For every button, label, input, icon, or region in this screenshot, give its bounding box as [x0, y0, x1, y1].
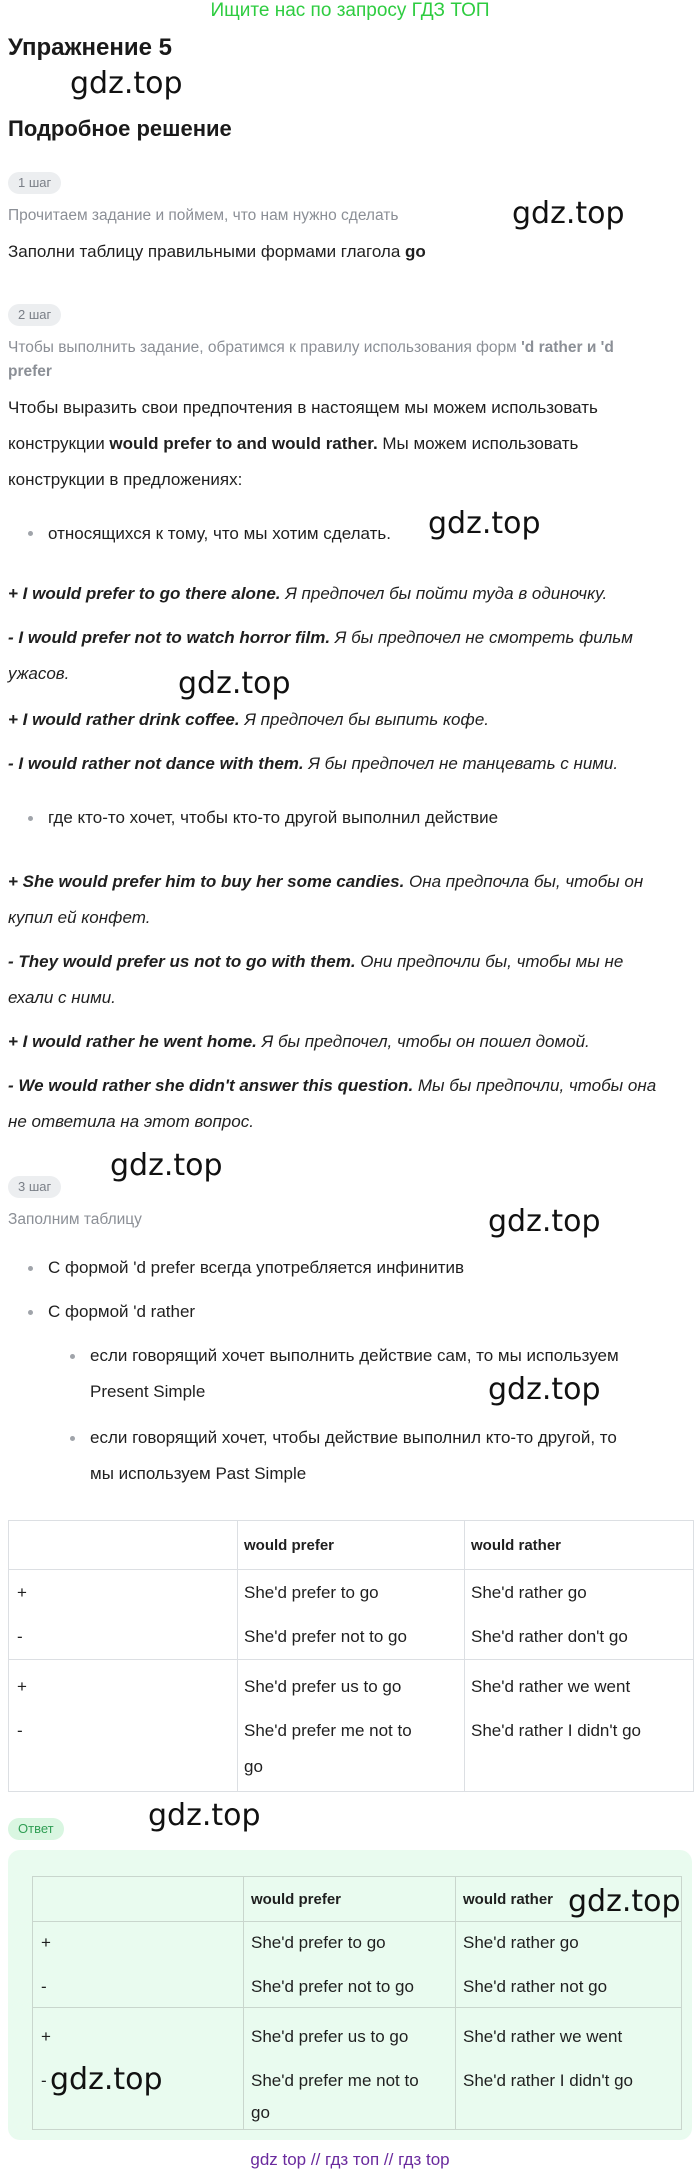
bullet-item: если говорящий хочет, чтобы действие выполнил кто-то другой, то	[90, 1428, 617, 1447]
column-header: would prefer	[251, 1891, 342, 1908]
separator: //	[310, 2150, 321, 2169]
example-line: - They would prefer us not to go with them. Они предпочли бы, чтобы мы не	[8, 952, 624, 971]
footer-links	[0, 2150, 700, 2170]
example-line: - We would rather she didn't answer this question. Мы бы предпочли, чтобы она	[8, 1076, 657, 1095]
table-cell: +	[17, 1677, 27, 1696]
bullet-dot	[28, 816, 33, 821]
answer-box	[8, 1850, 692, 2140]
table-cell: She'd rather go	[471, 1583, 587, 1602]
table-cell: +	[41, 2027, 51, 2046]
example-line: - I would prefer not to watch horror film. Я бы предпочел не смотреть фильм	[8, 628, 633, 647]
bullet-dot	[28, 1266, 33, 1271]
watermark: gdz.top	[50, 2062, 163, 2097]
step-hint: Заполним таблицу	[8, 1211, 142, 1228]
table-cell: go	[244, 1757, 263, 1776]
top-search-link[interactable]: Ищите нас по запросу ГДЗ ТОП	[210, 0, 490, 21]
example-line: ужасов.	[8, 664, 70, 683]
column-header: would prefer	[244, 1537, 335, 1554]
paragraph-line: Чтобы выразить свои предпочтения в настоящем мы можем использовать	[8, 398, 598, 417]
watermark: gdz.top	[512, 196, 625, 231]
grammar-table	[8, 1520, 694, 1792]
example-line: ехали с ними.	[8, 988, 116, 1007]
table-cell: She'd prefer to go	[244, 1583, 379, 1602]
table-cell: She'd rather I didn't go	[463, 2071, 633, 2090]
watermark: gdz.top	[110, 1148, 223, 1183]
example-line: не ответила на этот вопрос.	[8, 1112, 254, 1131]
answer-badge: Ответ	[8, 1818, 64, 1840]
bullet-dot	[28, 531, 33, 536]
bullet-item: Present Simple	[90, 1382, 206, 1401]
table-cell: -	[41, 2071, 47, 2090]
step-badge: 1 шаг	[8, 172, 61, 194]
table-cell: She'd rather we went	[471, 1677, 631, 1696]
table-cell: She'd prefer not to go	[244, 1627, 407, 1646]
watermark: gdz.top	[178, 666, 291, 701]
table-cell: She'd prefer us to go	[251, 2027, 409, 2046]
example-line: купил ей конфет.	[8, 908, 151, 927]
footer-link[interactable]: гдз топ	[325, 2150, 380, 2169]
table-cell: She'd rather I didn't go	[471, 1721, 641, 1740]
watermark: gdz.top	[428, 506, 541, 541]
example-line: + I would rather drink coffee. Я предпочел бы выпить кофе.	[8, 710, 490, 729]
bullet-item: если говорящий хочет выполнить действие сам, то мы используем	[90, 1346, 619, 1365]
example-line: + I would rather he went home. Я бы предпочел, чтобы он пошел домой.	[8, 1032, 590, 1051]
footer-link[interactable]: gdz top	[250, 2150, 307, 2169]
table-cell: -	[17, 1721, 23, 1740]
bullet-item: С формой 'd prefer всегда употребляется инфинитив	[48, 1258, 465, 1277]
footer-link[interactable]: гдз top	[398, 2150, 450, 2169]
bullet-dot	[70, 1354, 75, 1359]
column-header: would rather	[463, 1891, 554, 1908]
table-cell: She'd prefer me not to	[251, 2071, 419, 2090]
bullet-item: относящихся к тому, что мы хотим сделать.	[48, 524, 391, 543]
step-badge: 3 шаг	[8, 1176, 61, 1198]
table-cell: She'd prefer us to go	[244, 1677, 402, 1696]
watermark: gdz.top	[488, 1372, 601, 1407]
watermark: gdz.top	[488, 1204, 601, 1239]
table-cell: +	[41, 1933, 51, 1952]
paragraph-line: конструкции в предложениях:	[8, 470, 243, 489]
bullet-item: где кто-то хочет, чтобы кто-то другой выполнил действие	[48, 808, 499, 827]
page-title: Упражнение 5	[8, 34, 172, 61]
column-header: would rather	[471, 1537, 562, 1554]
table-cell: She'd prefer not to go	[251, 1977, 414, 1996]
step-hint: Прочитаем задание и поймем, что нам нужно сделать	[8, 207, 399, 224]
example-line: + She would prefer him to buy her some candies. Она предпочла бы, чтобы он	[8, 872, 644, 891]
table-cell: -	[17, 1627, 23, 1646]
section-title: Подробное решение	[8, 116, 232, 141]
table-cell: She'd prefer to go	[251, 1933, 386, 1952]
watermark: gdz.top	[70, 66, 183, 101]
table-cell: She'd rather we went	[463, 2027, 623, 2046]
table-cell: +	[17, 1583, 27, 1602]
step-badge: 2 шаг	[8, 304, 61, 326]
watermark: gdz.top	[568, 1884, 681, 1919]
table-cell: go	[251, 2103, 270, 2122]
bullet-dot	[28, 1310, 33, 1315]
table-cell: She'd prefer me not to	[244, 1721, 412, 1740]
watermark: gdz.top	[148, 1798, 261, 1833]
bullet-dot	[70, 1436, 75, 1441]
bullet-item: мы используем Past Simple	[90, 1464, 307, 1483]
example-line: + I would prefer to go there alone. Я предпочел бы пойти туда в одиночку.	[8, 584, 608, 603]
task-text: Заполни таблицу правильными формами глагола go	[8, 242, 426, 261]
table-cell: She'd rather don't go	[471, 1627, 628, 1646]
example-line: - I would rather not dance with them. Я бы предпочел не танцевать с ними.	[8, 754, 619, 773]
table-cell: She'd rather not go	[463, 1977, 608, 1996]
table-cell: -	[41, 1977, 47, 1996]
paragraph-line: конструкции would prefer to and would rather. Мы можем использовать	[8, 434, 579, 453]
table-cell: She'd rather go	[463, 1933, 579, 1952]
separator: //	[383, 2150, 394, 2169]
bullet-item: С формой 'd rather	[48, 1302, 196, 1321]
step-hint: Чтобы выполнить задание, обратимся к правилу использования форм 'd rather и 'd prefer	[8, 339, 614, 380]
